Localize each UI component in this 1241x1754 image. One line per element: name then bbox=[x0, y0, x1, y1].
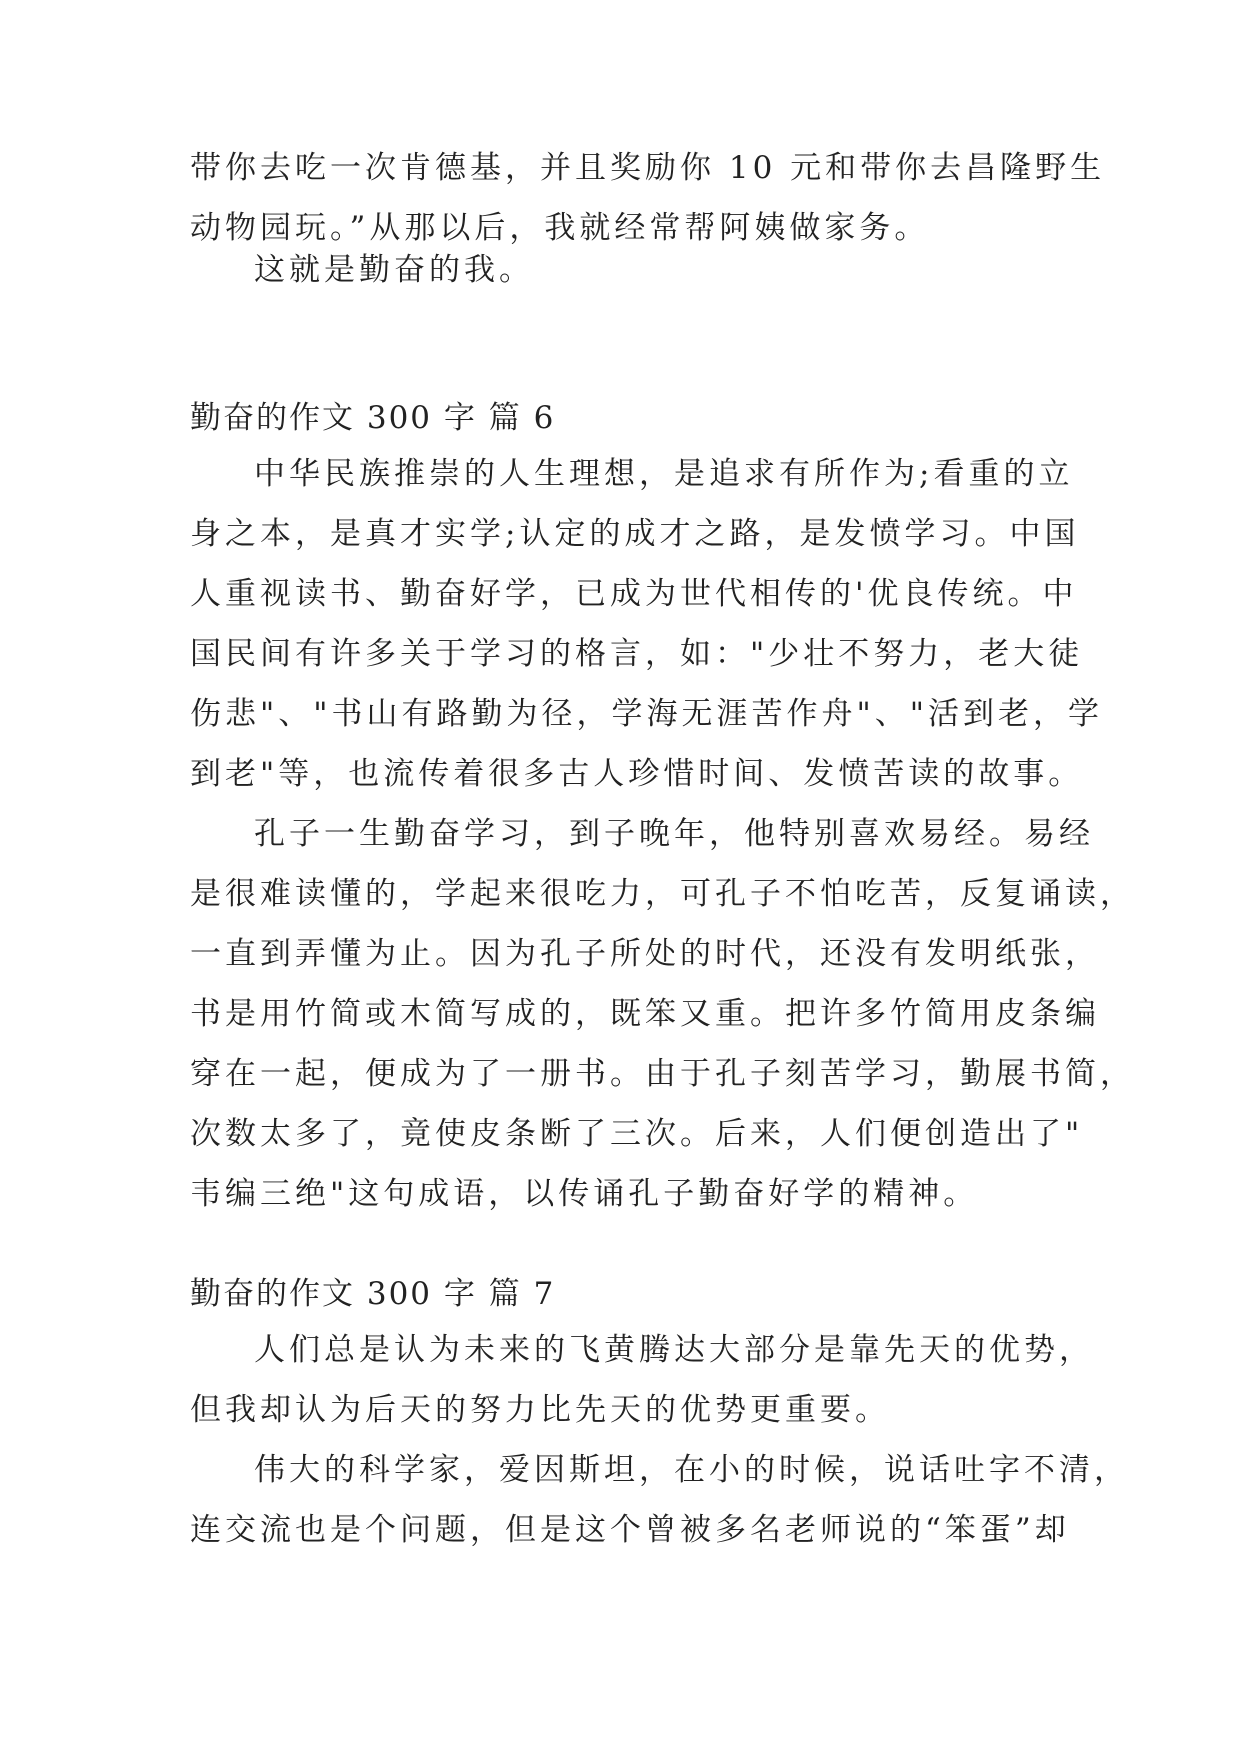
section-7-paragraph-1 bbox=[190, 1320, 1094, 1440]
s6-p1-line-3: 人重视读书、勤奋好学，已成为世代相传的'优良传统。中 bbox=[190, 576, 1078, 612]
section-6-heading: 勤奋的作文 300 字 篇 6 bbox=[190, 400, 556, 436]
s6-p2-line-3: 一直到弄懂为止。因为孔子所处的时代，还没有发明纸张， bbox=[190, 936, 1100, 972]
s7-p1-line-1: 人们总是认为未来的飞黄腾达大部分是靠先天的优势， bbox=[254, 1332, 1094, 1368]
s6-p2-line-6: 次数太多了，竟使皮条断了三次。后来，人们便创造出了" bbox=[190, 1116, 1084, 1152]
s6-p2-line-4: 书是用竹简或木简写成的，既笨又重。把许多竹简用皮条编 bbox=[190, 996, 1100, 1032]
s6-p1-line-1: 中华民族推崇的人生理想，是追求有所作为;看重的立 bbox=[254, 456, 1074, 492]
s6-p1-line-2: 身之本，是真才实学;认定的成才之路，是发愤学习。中国 bbox=[190, 516, 1080, 552]
s7-p2-line-2: 连交流也是个问题，但是这个曾被多名老师说的“笨蛋”却 bbox=[190, 1512, 1070, 1548]
s6-p1-line-4: 国民间有许多关于学习的格言，如："少壮不努力，老大徒 bbox=[190, 636, 1084, 672]
section-7-heading: 勤奋的作文 300 字 篇 7 bbox=[190, 1276, 556, 1312]
intro-line-2: 动物园玩。”从那以后，我就经常帮阿姨做家务。 bbox=[190, 210, 930, 246]
s6-p1-line-6: 到老"等，也流传着很多古人珍惜时间、发愤苦读的故事。 bbox=[190, 756, 1084, 792]
intro-closing: 这就是勤奋的我。 bbox=[254, 252, 534, 288]
s7-p2-line-1: 伟大的科学家，爱因斯坦，在小的时候，说话吐字不清， bbox=[254, 1452, 1129, 1488]
section-6-paragraph-2 bbox=[190, 804, 1135, 1224]
s6-p1-line-5: 伤悲"、"书山有路勤为径，学海无涯苦作舟"、"活到老，学 bbox=[190, 696, 1104, 732]
intro-line-1: 带你去吃一次肯德基，并且奖励你 10 元和带你去昌隆野生 bbox=[190, 150, 1106, 186]
s6-p2-line-7: 韦编三绝"这句成语，以传诵孔子勤奋好学的精神。 bbox=[190, 1176, 979, 1212]
s6-p2-line-1: 孔子一生勤奋学习，到子晚年，他特别喜欢易经。易经 bbox=[254, 816, 1094, 852]
s7-p1-line-2: 但我却认为后天的努力比先天的优势更重要。 bbox=[190, 1392, 890, 1428]
section-6-paragraph-1 bbox=[190, 444, 1104, 804]
s6-p2-line-5: 穿在一起，便成为了一册书。由于孔子刻苦学习，勤展书简， bbox=[190, 1056, 1135, 1092]
s6-p2-line-2: 是很难读懂的，学起来很吃力，可孔子不怕吃苦，反复诵读， bbox=[190, 876, 1135, 912]
intro-closing-paragraph bbox=[190, 240, 1060, 300]
section-7-paragraph-2 bbox=[190, 1440, 1129, 1560]
